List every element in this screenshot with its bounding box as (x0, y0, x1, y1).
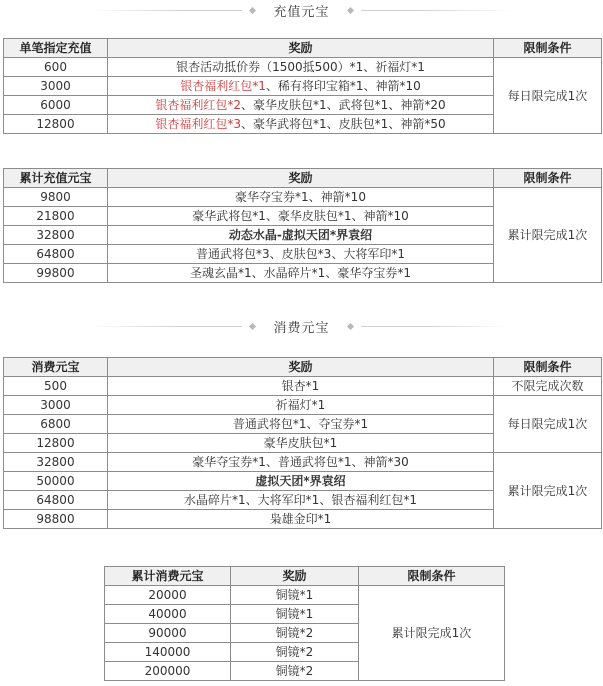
diamond-icon (346, 6, 353, 13)
reward-text: 、稀有将印宝箱*1、神箭*10 (265, 79, 421, 93)
column-header: 限制条件 (494, 39, 602, 58)
limit-cell: 每日限完成1次 (494, 58, 602, 134)
column-header: 限制条件 (494, 358, 602, 377)
amount-cell: 6800 (4, 415, 108, 434)
amount-cell: 12800 (4, 434, 108, 453)
column-header: 奖励 (108, 358, 494, 377)
table-row (4, 188, 602, 207)
amount-cell: 98800 (4, 510, 108, 529)
column-header: 累计消费元宝 (105, 567, 231, 586)
reward-cell (108, 58, 494, 77)
amount-cell: 6000 (4, 96, 108, 115)
reward-text: 银杏活动抵价券（1500抵500）*1、祈福灯*1 (176, 60, 425, 74)
section-title-consume (0, 316, 603, 336)
single-recharge-table (3, 38, 602, 134)
reward-cell (108, 96, 494, 115)
column-header: 限制条件 (494, 169, 602, 188)
consume-table (3, 357, 602, 529)
column-header: 累计充值元宝 (4, 169, 108, 188)
amount-cell: 20000 (105, 586, 231, 605)
table-row (4, 396, 602, 415)
reward-cell: 水晶碎片*1、大将军印*1、银杏福利红包*1 (108, 491, 494, 510)
column-header: 奖励 (231, 567, 359, 586)
reward-cell: 祈福灯*1 (108, 396, 494, 415)
column-header: 单笔指定充值 (4, 39, 108, 58)
reward-cell-highlight: 虚拟天团*界袁绍 (108, 472, 494, 491)
table-header-row (105, 567, 505, 586)
section-title-text: 充值元宝 (273, 4, 330, 20)
amount-cell: 3000 (4, 77, 108, 96)
amount-cell: 3000 (4, 396, 108, 415)
amount-cell: 90000 (105, 624, 231, 643)
amount-cell: 40000 (105, 605, 231, 624)
reward-cell: 铜镜*2 (231, 624, 359, 643)
reward-cell: 豪华夺宝券*1、普通武将包*1、神箭*30 (108, 453, 494, 472)
diamond-icon (249, 322, 256, 329)
reward-cell: 铜镜*1 (231, 586, 359, 605)
column-header: 消费元宝 (4, 358, 108, 377)
amount-cell: 32800 (4, 226, 108, 245)
column-header: 奖励 (108, 169, 494, 188)
reward-cell (108, 115, 494, 134)
table-header-row (4, 39, 602, 58)
reward-cell-highlight: 动态水晶-虚拟天团*界袁绍 (108, 226, 494, 245)
reward-cell: 豪华皮肤包*1 (108, 434, 494, 453)
reward-cell: 豪华武将包*1、豪华皮肤包*1、神箭*10 (108, 207, 494, 226)
reward-cell: 枭雄金印*1 (108, 510, 494, 529)
table-row (4, 377, 602, 396)
amount-cell: 64800 (4, 245, 108, 264)
reward-highlight: 银杏福利红包*1 (180, 79, 266, 93)
reward-cell: 铜镜*2 (231, 643, 359, 662)
table-header-row (4, 169, 602, 188)
reward-cell: 普通武将包*1、夺宝券*1 (108, 415, 494, 434)
limit-cell: 不限完成次数 (494, 377, 602, 396)
amount-cell: 21800 (4, 207, 108, 226)
amount-cell: 140000 (105, 643, 231, 662)
column-header: 限制条件 (359, 567, 505, 586)
reward-cell: 铜镜*2 (231, 662, 359, 681)
column-header: 奖励 (108, 39, 494, 58)
amount-cell: 200000 (105, 662, 231, 681)
amount-cell: 600 (4, 58, 108, 77)
divider-line (92, 10, 242, 11)
section-title-recharge (0, 0, 603, 20)
limit-cell: 累计限完成1次 (494, 453, 602, 529)
amount-cell: 99800 (4, 264, 108, 283)
section-title-text: 消费元宝 (273, 320, 330, 336)
reward-highlight: 银杏福利红包*2 (155, 98, 242, 112)
reward-cell: 圣魂玄晶*1、水晶碎片*1、豪华夺宝券*1 (108, 264, 494, 283)
reward-cell: 豪华夺宝券*1、神箭*10 (108, 188, 494, 207)
limit-cell: 每日限完成1次 (494, 396, 602, 453)
table-row (4, 453, 602, 472)
amount-cell: 64800 (4, 491, 108, 510)
divider-line (361, 326, 511, 327)
amount-cell: 50000 (4, 472, 108, 491)
amount-cell: 500 (4, 377, 108, 396)
reward-highlight: 银杏福利红包*3 (155, 117, 242, 131)
reward-cell: 普通武将包*3、皮肤包*3、大将军印*1 (108, 245, 494, 264)
amount-cell: 9800 (4, 188, 108, 207)
table-header-row (4, 358, 602, 377)
table-row (105, 586, 505, 605)
amount-cell: 12800 (4, 115, 108, 134)
diamond-icon (346, 322, 353, 329)
amount-cell: 32800 (4, 453, 108, 472)
table-row (4, 58, 602, 77)
divider-line (92, 326, 242, 327)
reward-cell (108, 77, 494, 96)
reward-text: 、豪华皮肤包*1、武将包*1、神箭*20 (241, 98, 446, 112)
cumulative-recharge-table (3, 168, 602, 283)
divider-line (361, 10, 511, 11)
limit-cell: 累计限完成1次 (494, 188, 602, 283)
diamond-icon (249, 6, 256, 13)
reward-cell: 铜镜*1 (231, 605, 359, 624)
reward-cell: 银杏*1 (108, 377, 494, 396)
cumulative-consume-table (104, 566, 505, 681)
limit-cell: 累计限完成1次 (359, 586, 505, 681)
reward-text: 、豪华武将包*1、皮肤包*1、神箭*50 (241, 117, 446, 131)
